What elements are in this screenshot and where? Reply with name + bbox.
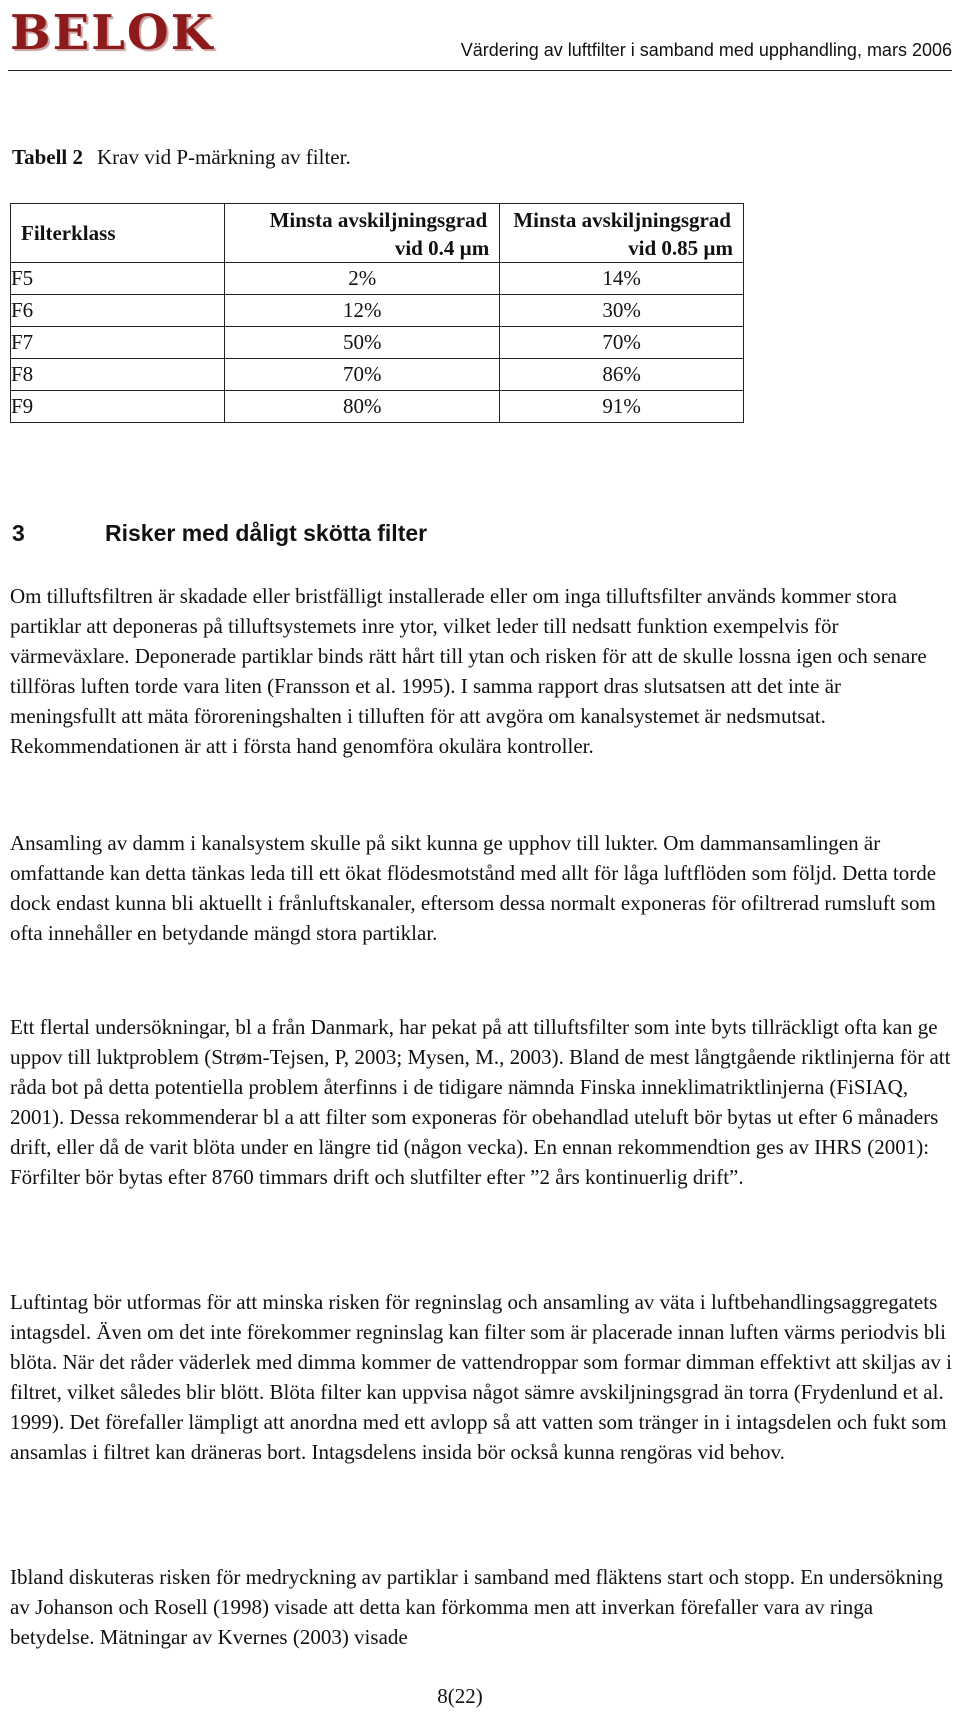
cell-04um: 80%	[225, 391, 500, 423]
table-row	[11, 391, 744, 423]
cell-filterklass: F5	[11, 263, 225, 295]
header-col-085um	[500, 204, 744, 263]
cell-filterklass: F7	[11, 327, 225, 359]
table-caption-label: Tabell 2	[12, 145, 83, 169]
cell-04um: 70%	[225, 359, 500, 391]
header-col-04um	[225, 204, 500, 263]
page-header	[0, 0, 960, 72]
cell-filterklass: F8	[11, 359, 225, 391]
header-col3-line2: vid 0.85 µm	[628, 236, 733, 260]
section-number: 3	[12, 520, 25, 546]
cell-04um: 2%	[225, 263, 500, 295]
paragraph-5: Ibland diskuteras risken för medryckning av partiklar i samband med fläktens start och stopp. En undersökning av Johanson och Rosell (1998) visade att detta kan förkomma men att inverkan förefaller vara av ringa betydelse. Mätningar av Kvernes (2003) visade	[10, 1565, 944, 1649]
header-col2-line1: Minsta avskiljningsgrad	[269, 208, 488, 232]
page-number: 8(22)	[437, 1684, 483, 1708]
filter-requirements-table	[10, 203, 744, 423]
table-row	[11, 263, 744, 295]
table-row	[11, 295, 744, 327]
section-heading	[12, 520, 427, 547]
table-row	[11, 327, 744, 359]
table-caption	[12, 145, 351, 170]
paragraph-2: Ansamling av damm i kanalsystem skulle på sikt kunna ge upphov till lukter. Om dammansamlingen är omfattande kan detta tänkas leda till ett ökat flödesmotstånd med allt för låga luftflöden som följd. Detta torde dock endast kunna bli aktuellt i frånluftskanaler, eftersom dessa normalt exponeras för ofiltrerad rumsluft som ofta innehåller en betydande mängd stora partiklar.	[10, 831, 937, 945]
paragraph-3: Ett flertal undersökningar, bl a från Danmark, har pekat på att tilluftsfilter som inte byts tillräckligt ofta kan ge uppov till luktproblem (Strøm-Tejsen, P, 2003; Mysen, M., 2003). Bland de mest långtgående riktlinjerna för att råda bot på detta potentiella problem återfinns i de tidigare nämnda Finska inneklimatriktlinjerna (FiSIAQ, 2001). Dessa rekommenderar bl a att filter som exponeras för obehandlad uteluft bör bytas ut efter 6 månaders drift, eller då de varit blöta under en längre tid (någon vecka). En ennan rekommendtion ges av IHRS (2001): Förfilter bör bytas efter 8760 timmars drift och slutfilter efter ”2 års kontinuerlig drift”.	[10, 1015, 951, 1189]
cell-085um: 70%	[500, 327, 744, 359]
table-header-row	[11, 204, 744, 263]
header-col3-line1: Minsta avskiljningsgrad	[513, 208, 731, 232]
header-filterklass: Filterklass	[11, 204, 225, 263]
cell-085um: 91%	[500, 391, 744, 423]
header-col2-line2: vid 0.4 µm	[394, 236, 490, 260]
cell-085um: 14%	[500, 263, 744, 295]
header-title: Värdering av luftfilter i samband med upphandling, mars 2006	[460, 40, 952, 60]
header-divider	[8, 70, 952, 71]
cell-04um: 50%	[225, 327, 500, 359]
belok-logo: BELOK	[10, 5, 215, 61]
cell-filterklass: F6	[11, 295, 225, 327]
cell-085um: 86%	[500, 359, 744, 391]
paragraph-1: Om tilluftsfiltren är skadade eller bristfälligt installerade eller om inga tilluftsfilter används kommer stora partiklar att deponeras på tilluftsystemets inre ytor, vilket leder till nedsatt funktion exempelvis för värmeväxlare. Deponerade partiklar binds rätt hårt till ytan och risken för att de skulle lossna igen och senare tillföras luften torde vara liten (Fransson et al. 1995). I samma rapport dras slutsatsen att det inte är meningsfullt att mäta föroreningshalten i tilluften för att avgöra om kanalsystemet är nedsmutsat. Rekommendationen är att i första hand genomföra okulära kontroller.	[10, 584, 927, 758]
table-caption-text: Krav vid P-märkning av filter.	[97, 145, 351, 169]
cell-04um: 12%	[225, 295, 500, 327]
section-title: Risker med dåligt skötta filter	[105, 520, 428, 546]
cell-filterklass: F9	[11, 391, 225, 423]
cell-085um: 30%	[500, 295, 744, 327]
table-row	[11, 359, 744, 391]
paragraph-4: Luftintag bör utformas för att minska risken för regninslag och ansamling av väta i luftbehandlingsaggregatets intagsdel. Även om det inte förekommer regninslag kan filter som är placerade innan luften värms periodvis bli blöta. När det råder väderlek med dimma kommer de vattendroppar som formar dimman effektivt att skiljas av i filtret, vilket således blir blött. Blöta filter kan uppvisa något sämre avskiljningsgrad än torra (Frydenlund et al. 1999). Det förefaller lämpligt att anordna med ett avlopp så att vatten som tränger in i intagsdelen och fukt som ansamlas i filtret kan dräneras bort. Intagsdelens insida bör också kunna rengöras vid behov.	[10, 1290, 952, 1464]
